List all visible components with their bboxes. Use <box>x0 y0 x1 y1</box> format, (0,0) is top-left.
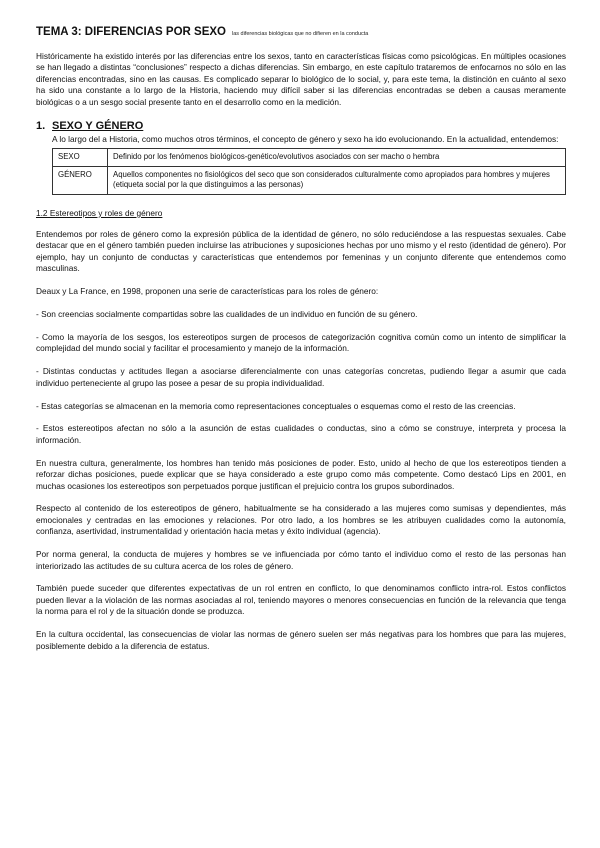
table-row <box>53 149 566 167</box>
list-item: - Estas categorías se almacenan en la memoria como representaciones conceptuales o esquemas como el resto de las creencias. <box>36 400 516 411</box>
list-item: - Estos estereotipos afectan no sólo a la asunción de estas cualidades o conductas, sino a cómo se construye, interpreta y procesa la información. <box>36 423 566 445</box>
body-paragraph: También puede suceder que diferentes expectativas de un rol entren en conflicto, lo que denominamos conflicto intra-rol. Estos conflictos pueden llevar a la violación de las normas asociadas al rol, teniendo mayores o menores consecuencias en función de la relevancia que tenga la norma para el rol y de la situación donde se produzca. <box>36 583 566 617</box>
section-heading <box>36 120 566 132</box>
section-number: 1. <box>36 120 46 133</box>
body-paragraph: Entendemos por roles de género como la expresión pública de la identidad de género, no sólo reduciéndose a las respuestas sexuales. Cabe destacar que en el género también pueden incluirse las atribuciones y suposiciones hechas por uno mismo y el resto (identidad de género). Por ejemplo, hay un conjunto de conductas y características que entendemos por femeninas y un conjunto diferente que entendemos como masculinas. <box>36 228 566 274</box>
body-paragraph: Deaux y La France, en 1998, proponen una serie de características para los roles de género: <box>36 286 379 297</box>
body-paragraph: En la cultura occidental, las consecuencias de violar las normas de género suelen ser más negativas para los hombres que para las mujeres, posiblemente debido a la diferencia de estatus. <box>36 629 566 651</box>
body-paragraph: Respecto al contenido de los estereotipos de género, habitualmente se ha considerado a las mujeres como sumisas y dependientes, más emocionales y centradas en las emociones y relaciones. Por otro lado, a los hombres se les atribuyen cualidades como la autonomía, confianza, asertividad, instrumentalidad y orientación hacia metas y éxito individual (agencia). <box>36 503 566 537</box>
definitions-table <box>52 148 566 195</box>
definition-text: Definido por los fenómenos biológicos-genético/evolutivos asociados con ser macho o hembra <box>108 149 566 167</box>
definition-term: SEXO <box>53 149 108 167</box>
page-title: TEMA 3: DIFERENCIAS POR SEXO <box>36 26 226 38</box>
intro-paragraph: Históricamente ha existido interés por las diferencias entre los sexos, tanto en características físicas como psicológicas. En múltiples ocasiones se han llegado a distintas “conclusiones” respecto a dichas diferencias. Sin embargo, en este capítulo trataremos de enfocarnos no sólo en las diferencias encontradas, sino en las causas. Es complicado separar lo biológico de lo social, y, para este tema, la distinción en cuánto al sexo ha sido una constante a lo largo de la Historia, haciendo muy difícil saber si las diferencias encontradas se deben a causas meramente biológicas o a un sesgo social presente tanto en el desarrollo como en la medición. <box>36 51 566 107</box>
section-title: SEXO Y GÉNERO <box>52 120 144 133</box>
section-body <box>52 134 566 195</box>
table-row <box>53 166 566 194</box>
list-item: - Son creencias socialmente compartidas sobre las cualidades de un individuo en función de su género. <box>36 308 418 319</box>
definition-term: GÉNERO <box>53 166 108 194</box>
subsection-title: 1.2 Estereotipos y roles de género <box>36 207 163 218</box>
list-item: - Como la mayoría de los sesgos, los estereotipos surgen de procesos de categorización cognitiva común como un intento de simplificar la complejidad del mundo social y facilitar el procesamiento y manejo de la información. <box>36 331 566 354</box>
section-lead: A lo largo del a Historia, como muchos otros términos, el concepto de género y sexo ha ido evolucionando. En la actualidad, entendemos: <box>52 134 559 145</box>
document-header <box>36 26 566 38</box>
body-paragraph: En nuestra cultura, generalmente, los hombres han tenido más posiciones de poder. Esto, unido al hecho de que los estereotipos tienden a reforzar dichas posiciones, puede explicar que se haya considerado a este grupo como más competente. Como destacó Lips en 2001, en muchas ocasiones los estereotipos son perpetuados porque justifican el prejuicio contra los grupos subordinados. <box>36 457 566 491</box>
definition-text: Aquellos componentes no fisiológicos del seco que son considerados culturalmente como apropiados para hombres y mujeres (etiqueta social por la que distinguimos a las personas) <box>108 166 566 194</box>
body-paragraph: Por norma general, la conducta de mujeres y hombres se ve influenciada por cómo tanto el individuo como el resto de las personas han interiorizado las actitudes de su cultura acerca de los roles de género. <box>36 549 566 571</box>
page-subtitle: las diferencias biológicas que no difieren en la conducta <box>232 31 369 37</box>
list-item: - Distintas conductas y actitudes llegan a asociarse diferencialmente con unas categorías concretas, pudiendo llegar a asumir que cada individuo perteneciente al grupo las posee a pesar de su propia individualidad. <box>36 366 566 388</box>
